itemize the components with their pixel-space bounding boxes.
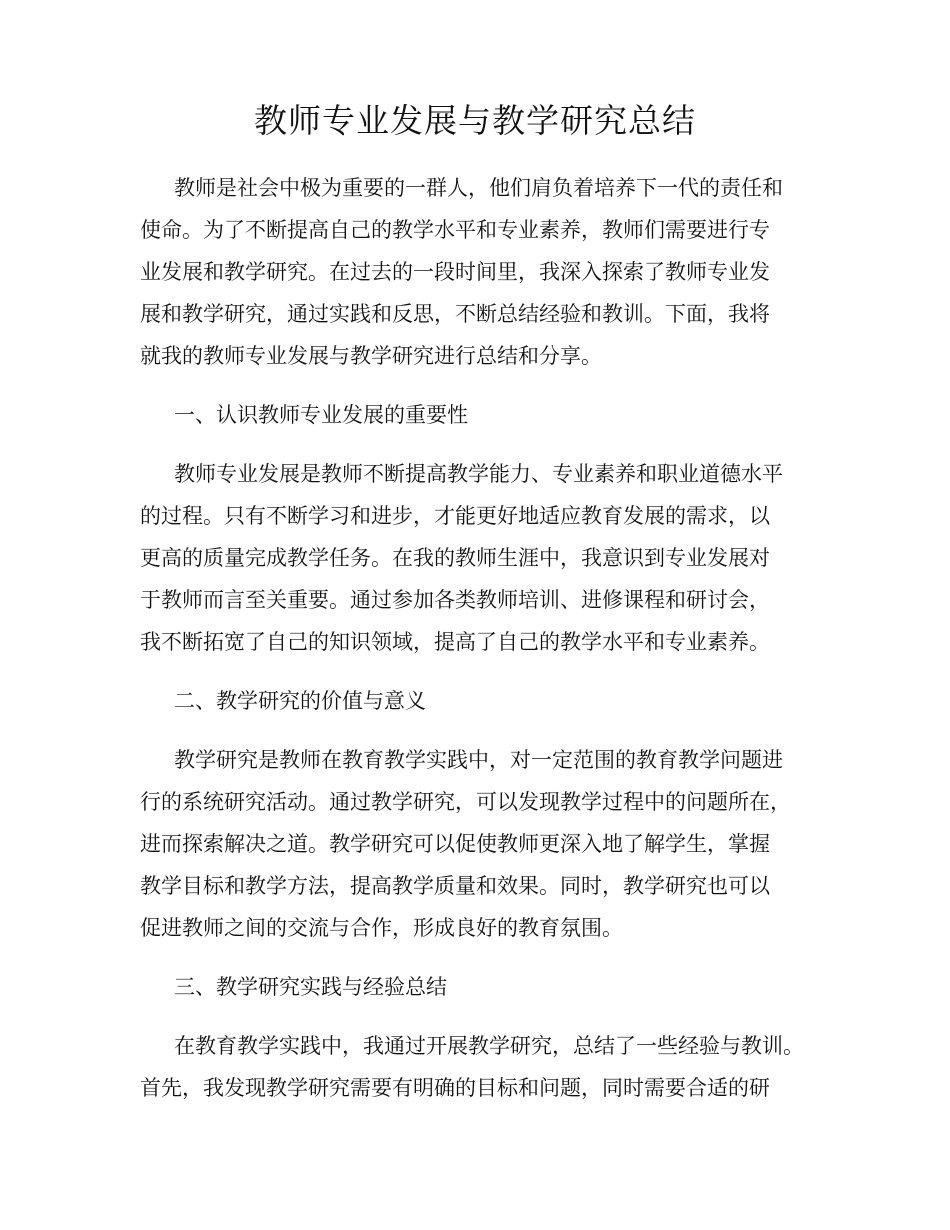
paragraph-3-line-2: 行的系统研究活动。通过教学研究，可以发现教学过程中的问题所在， [140, 790, 791, 814]
paragraph-1-line-2: 使命。为了不断提高自己的教学水平和专业素养，教师们需要进行专 [140, 218, 770, 242]
section-heading-2: 二、教学研究的价值与意义 [174, 689, 426, 713]
paragraph-1-line-5: 就我的教师专业发展与教学研究进行总结和分享。 [140, 344, 602, 368]
paragraph-2-line-2: 的过程。只有不断学习和进步，才能更好地适应教育发展的需求，以 [140, 504, 770, 528]
paragraph-3-line-1: 教学研究是教师在教育教学实践中，对一定范围的教育教学问题进 [174, 748, 783, 772]
paragraph-4-line-1: 在教育教学实践中，我通过开展教学研究，总结了一些经验与教训。 [174, 1034, 804, 1058]
paragraph-3-line-4: 教学目标和教学方法，提高教学质量和效果。同时，教学研究也可以 [140, 874, 770, 898]
paragraph-2-line-4: 于教师而言至关重要。通过参加各类教师培训、进修课程和研讨会， [140, 588, 770, 612]
paragraph-1-line-4: 展和教学研究，通过实践和反思，不断总结经验和教训。下面，我将 [140, 302, 770, 326]
section-heading-3: 三、教学研究实践与经验总结 [174, 975, 447, 999]
paragraph-2-line-1: 教师专业发展是教师不断提高教学能力、专业素养和职业道德水平 [174, 462, 783, 486]
paragraph-1-line-1: 教师是社会中极为重要的一群人，他们肩负着培养下一代的责任和 [174, 176, 783, 200]
paragraph-1-line-3: 业发展和教学研究。在过去的一段时间里，我深入探索了教师专业发 [140, 260, 770, 284]
paragraph-3-line-3: 进而探索解决之道。教学研究可以促使教师更深入地了解学生，掌握 [140, 832, 770, 856]
document-title: 教师专业发展与教学研究总结 [254, 101, 696, 140]
paragraph-2-line-3: 更高的质量完成教学任务。在我的教师生涯中，我意识到专业发展对 [140, 546, 770, 570]
paragraph-3-line-5: 促进教师之间的交流与合作，形成良好的教育氛围。 [140, 916, 623, 940]
section-heading-1: 一、认识教师专业发展的重要性 [174, 403, 468, 427]
paragraph-2-line-5: 我不断拓宽了自己的知识领域，提高了自己的教学水平和专业素养。 [140, 630, 770, 654]
paragraph-4-line-2: 首先，我发现教学研究需要有明确的目标和问题，同时需要合适的研 [140, 1076, 770, 1100]
